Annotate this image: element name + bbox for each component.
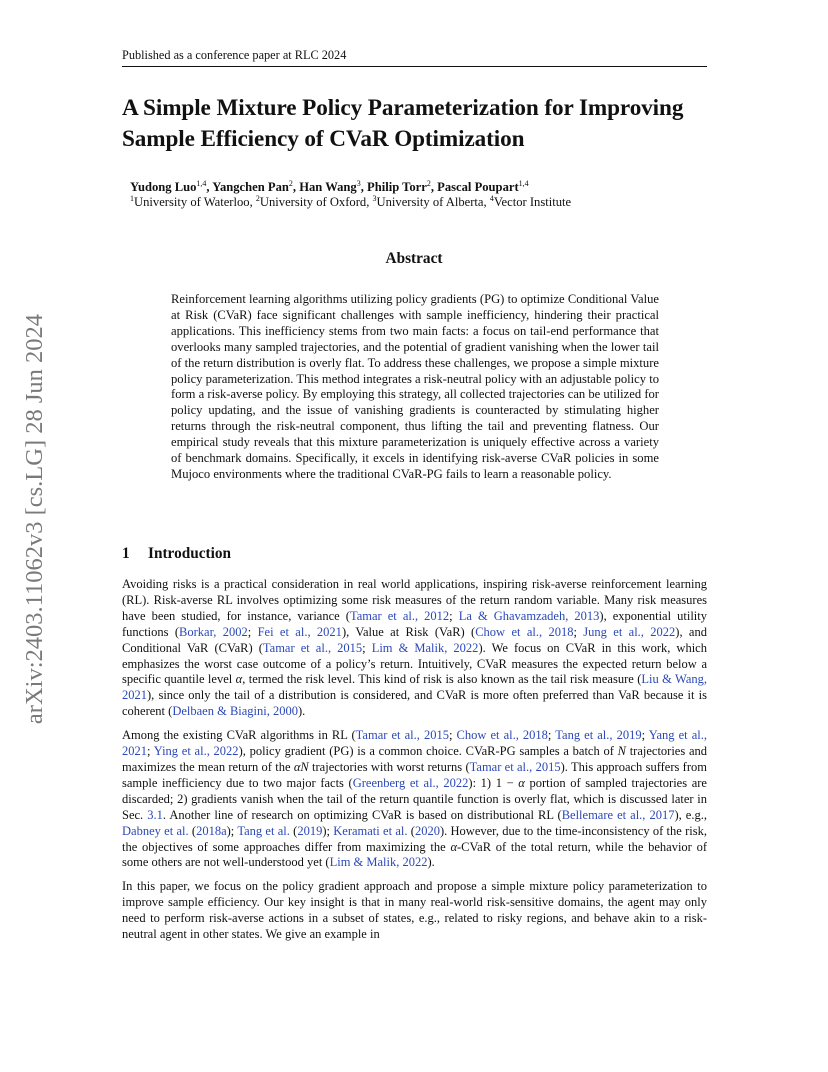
citation-link[interactable]: Liu & Wang, 2021 xyxy=(122,672,708,703)
author-name: Yudong Luo xyxy=(130,180,197,194)
affiliation-name: University of Alberta xyxy=(376,195,484,209)
paragraph: Avoiding risks is a practical consideration in real world applications, inspiring risk-averse reinforcement learning (RL). Risk-averse RL involves optimizing some risk measures of the return random variable. Many risk measures have been studied, for instance, variance (Tamar et al., 2012; La & Ghavamzadeh, 2013), exponential utility functions (Borkar, 2002; Fei et al., 2021), Value at Risk (VaR) (Chow et al., 2018; Jung et al., 2022), and Conditional VaR (CVaR) (Tamar et al., 2015; Lim & Malik, 2022). We focus on CVaR in this work, which emphasizes the worst case outcome of a policy’s return. Intuitively, CVaR measures the expected return below a specific quantile level α, termed the risk level. This kind of risk is also known as the tail risk measure (Liu & Wang, 2021), since only the tail of a distribution is considered, and CVaR is more often preferred than VaR because it is coherent (Delbaen & Biagini, 2000). xyxy=(122,577,708,719)
citation-link[interactable]: 3.1 xyxy=(147,807,163,822)
citation-link[interactable]: La & Ghavamzadeh, 2013 xyxy=(458,608,600,623)
citation-link[interactable]: Delbaen & Biagini, 2000 xyxy=(172,704,298,719)
affiliation-marker: 3 xyxy=(372,194,377,203)
math-symbol: α xyxy=(235,672,243,687)
author-name: Han Wang xyxy=(299,180,357,194)
affiliation-list: $^1$University of Waterloo, $^2$University of Oxford, $^3$University of Alberta, $^4$Vector Institute xyxy=(130,194,572,209)
affiliation-marker: 1 xyxy=(130,194,134,203)
math-symbol: α xyxy=(518,775,525,790)
author-affiliation-marker: 3 xyxy=(356,179,361,188)
paper-title: A Simple Mixture Policy Parameterization for Improving Sample Efficiency of CVaR Optimization xyxy=(122,95,684,152)
citation-link[interactable]: Yang et al., 2021 xyxy=(122,728,707,759)
citation-link[interactable]: Tamar et al., 2015 xyxy=(355,728,449,743)
affiliation-name: Vector Institute xyxy=(493,195,572,209)
abstract-heading: Abstract xyxy=(385,250,443,267)
arxiv-identifier-stamp: arXiv:2403.11062v3 [cs.LG] 28 Jun 2024 xyxy=(21,313,48,725)
citation-link[interactable]: Greenberg et al., 2022 xyxy=(352,775,469,790)
author-list: Yudong Luo$^{1,4}$, Yangchen Pan$^2$, Han Wang$^3$, Philip Torr$^2$, Pascal Poupart$^{1,4}$ xyxy=(130,179,529,194)
citation-link[interactable]: 2018a xyxy=(196,823,227,838)
section-number: 1 xyxy=(122,545,130,562)
section-title: Introduction xyxy=(148,545,232,562)
math-symbol: N xyxy=(617,744,626,759)
author-name: Pascal Poupart xyxy=(437,180,519,194)
citation-link[interactable]: Tamar et al., 2015 xyxy=(469,759,561,774)
citation-link[interactable]: Bellemare et al., 2017 xyxy=(561,807,675,822)
citation-link[interactable]: Ying et al., 2022 xyxy=(153,744,239,759)
affiliation-name: University of Oxford xyxy=(259,195,367,209)
author-affiliation-marker: 1,4 xyxy=(196,179,207,188)
conference-header: Published as a conference paper at RLC 2024 xyxy=(122,48,347,62)
author-name: Yangchen Pan xyxy=(212,180,289,194)
citation-link[interactable]: Jung et al., 2022 xyxy=(583,624,676,639)
header-rule xyxy=(122,66,707,67)
affiliation-marker: 2 xyxy=(255,194,260,203)
affiliation-name: University of Waterloo xyxy=(134,195,250,209)
citation-link[interactable]: Tang et al., 2019 xyxy=(555,728,642,743)
citation-link[interactable]: Chow et al., 2018 xyxy=(475,624,574,639)
citation-link[interactable]: Lim & Malik, 2022 xyxy=(371,640,479,655)
paragraph: In this paper, we focus on the policy gradient approach and propose a simple mixture policy parameterization to improve sample efficiency. Our key insight is that in many real-world risk-sensitive domains, the agent may only need to perform risk-averse actions in a subset of states, e.g., related to risky regions, and behave akin to a risk-neutral agent in other states. We give an example in xyxy=(122,879,707,942)
abstract-text: Reinforcement learning algorithms utilizing policy gradients (PG) to optimize Conditional Value at Risk (CVaR) face significant challenges with sample inefficiency, hindering their practical applications. This inefficiency stems from two main facts: a focus on tail-end performance that overlooks many sampled trajectories, and the potential of gradient vanishing when the lower tail of the return distribution is overly flat. To address these challenges, we propose a simple mixture policy parameterization. This method integrates a risk-neutral policy with an adjustable policy to form a risk-averse policy. By employing this strategy, all collected trajectories can be utilized for policy updating, and the issue of vanishing gradients is counteracted by stimulating higher returns through the risk-neutral component, thus lifting the tail and preventing flatness. Our empirical study reveals that this mixture parameterization is uniquely effective across a variety of benchmark domains. Specifically, it excels in identifying risk-averse CVaR policies in some Mujoco environments where the traditional CVaR-PG fails to learn a reasonable policy. xyxy=(171,292,659,481)
citation-link[interactable]: 2020 xyxy=(414,823,440,838)
paragraph: Among the existing CVaR algorithms in RL (Tamar et al., 2015; Chow et al., 2018; Tang et al., 2019; Yang et al., 2021; Ying et al., 2022), policy gradient (PG) is a common choice. CVaR-PG samples a batch of N trajectories and maximizes the mean return of the αN trajectories with worst returns (Tamar et al., 2015). This approach suffers from sample inefficiency due to two major facts (Greenberg et al., 2022): 1) 1 − α portion of sampled trajectories are discarded; 2) gradients vanish when the tail of the return quantile function is overly flat, which is discussed later in Sec. 3.1. Another line of research on optimizing CVaR is based on distributional RL (Bellemare et al., 2017), e.g., Dabney et al. (2018a); Tang et al. (2019); Keramati et al. (2020). However, due to the time-inconsistency of the risk, the objectives of some approaches differ from maximizing the α-CVaR of the total return, while the behavior of some others are not well-understood yet (Lim & Malik, 2022). xyxy=(122,728,707,870)
citation-link[interactable]: Tamar et al., 2015 xyxy=(262,640,363,655)
citation-link[interactable]: Chow et al., 2018 xyxy=(456,728,548,743)
affiliation-marker: 4 xyxy=(489,194,494,203)
citation-link[interactable]: Lim & Malik, 2022 xyxy=(329,855,428,870)
citation-link[interactable]: 2019 xyxy=(297,823,323,838)
citation-link[interactable]: Tang et al. xyxy=(237,823,290,838)
author-affiliation-marker: 2 xyxy=(426,179,431,188)
author-affiliation-marker: 2 xyxy=(288,179,293,188)
section-heading xyxy=(122,545,231,563)
citation-link[interactable]: Keramati et al. xyxy=(333,823,408,838)
math-symbol: α xyxy=(450,839,457,854)
citation-link[interactable]: Fei et al., 2021 xyxy=(257,624,342,639)
author-affiliation-marker: 1,4 xyxy=(518,179,529,188)
section-body xyxy=(122,577,707,951)
citation-link[interactable]: Dabney et al. xyxy=(122,823,189,838)
math-symbol: αN xyxy=(293,759,309,774)
author-name: Philip Torr xyxy=(367,180,427,194)
citation-link[interactable]: Borkar, 2002 xyxy=(179,624,248,639)
citation-link[interactable]: Tamar et al., 2012 xyxy=(349,608,450,623)
